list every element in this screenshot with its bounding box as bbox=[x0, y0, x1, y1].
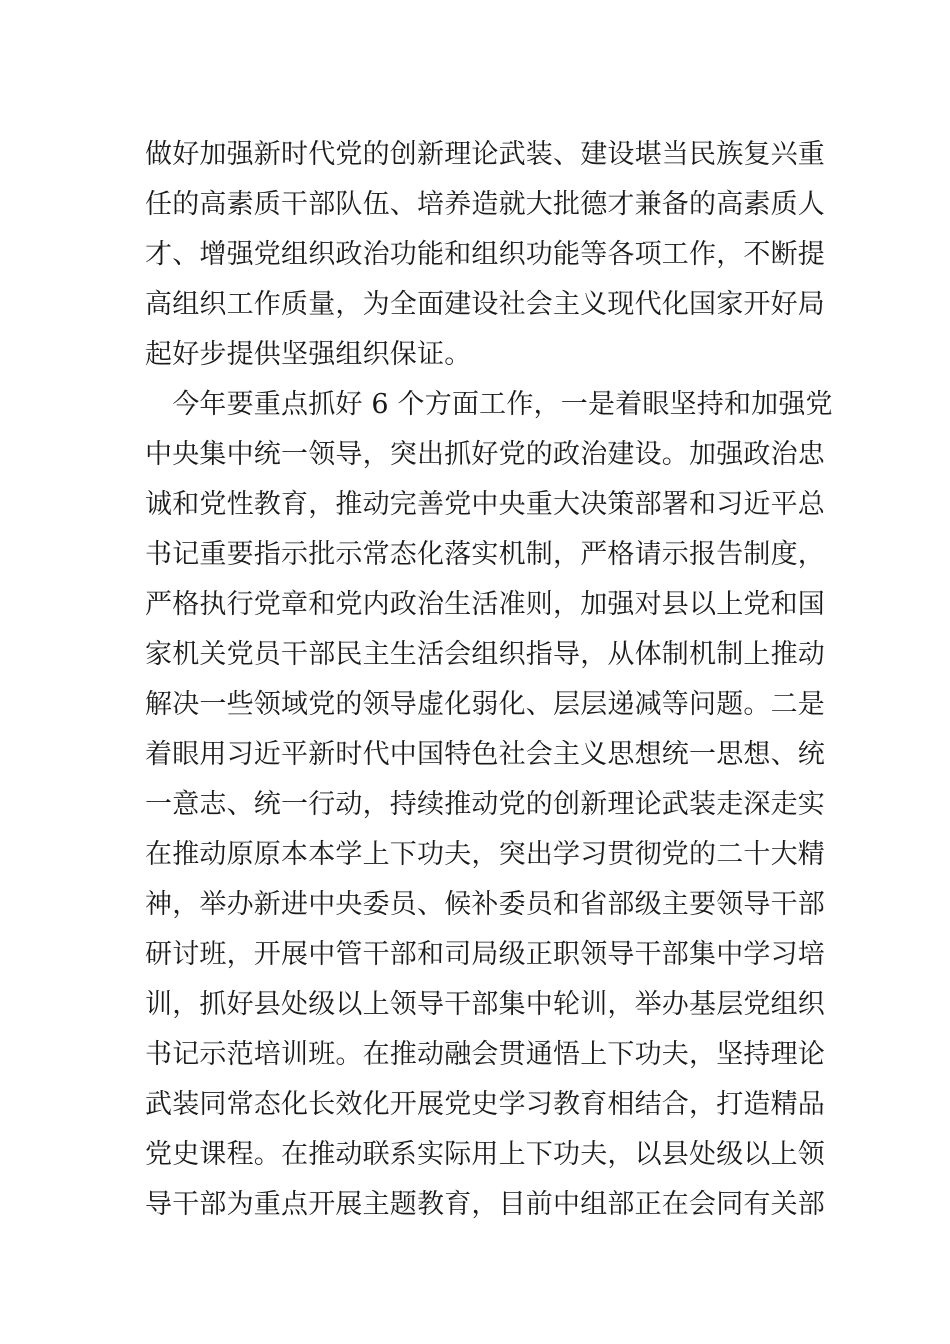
text-line: 才、增强党组织政治功能和组织功能等各项工作，不断提 bbox=[145, 239, 825, 270]
text-line: 着眼用习近平新时代中国特色社会主义思想统一思想、统 bbox=[145, 739, 825, 770]
text-line: 书记示范培训班。在推动融会贯通悟上下功夫，坚持理论 bbox=[145, 1039, 825, 1070]
text-line: 家机关党员干部民主生活会组织指导，从体制机制上推动 bbox=[145, 639, 825, 670]
text-line: 诚和党性教育，推动完善党中央重大决策部署和习近平总 bbox=[145, 489, 825, 520]
text-line: 任的高素质干部队伍、培养造就大批德才兼备的高素质人 bbox=[145, 189, 825, 220]
text-line: 做好加强新时代党的创新理论武装、建设堪当民族复兴重 bbox=[145, 139, 825, 170]
text-line: 导干部为重点开展主题教育，目前中组部正在会同有关部 bbox=[145, 1189, 825, 1220]
text-line: 书记重要指示批示常态化落实机制，严格请示报告制度， bbox=[145, 539, 825, 570]
text-line: 严格执行党章和党内政治生活准则，加强对县以上党和国 bbox=[145, 589, 825, 620]
text-line: 研讨班，开展中管干部和司局级正职领导干部集中学习培 bbox=[145, 939, 825, 970]
text-line: 在推动原原本本学上下功夫，突出学习贯彻党的二十大精 bbox=[145, 839, 825, 870]
text-line: 高组织工作质量，为全面建设社会主义现代化国家开好局 bbox=[145, 289, 825, 320]
text-line: 解决一些领域党的领导虚化弱化、层层递减等问题。二是 bbox=[145, 689, 825, 720]
text-line: 中央集中统一领导，突出抓好党的政治建设。加强政治忠 bbox=[145, 439, 825, 470]
text-line: 神，举办新进中央委员、候补委员和省部级主要领导干部 bbox=[145, 889, 825, 920]
text-line: 党史课程。在推动联系实际用上下功夫，以县处级以上领 bbox=[145, 1139, 825, 1170]
text-line: 一意志、统一行动，持续推动党的创新理论武装走深走实 bbox=[145, 789, 825, 820]
text-line: 起好步提供坚强组织保证。 bbox=[145, 339, 472, 370]
text-line: 训，抓好县处级以上领导干部集中轮训，举办基层党组织 bbox=[145, 989, 825, 1020]
text-line: 武装同常态化长效化开展党史学习教育相结合，打造精品 bbox=[145, 1089, 825, 1120]
text-line: 今年要重点抓好 6 个方面工作，一是着眼坚持和加强党 bbox=[145, 389, 833, 420]
body-text bbox=[145, 130, 833, 1230]
